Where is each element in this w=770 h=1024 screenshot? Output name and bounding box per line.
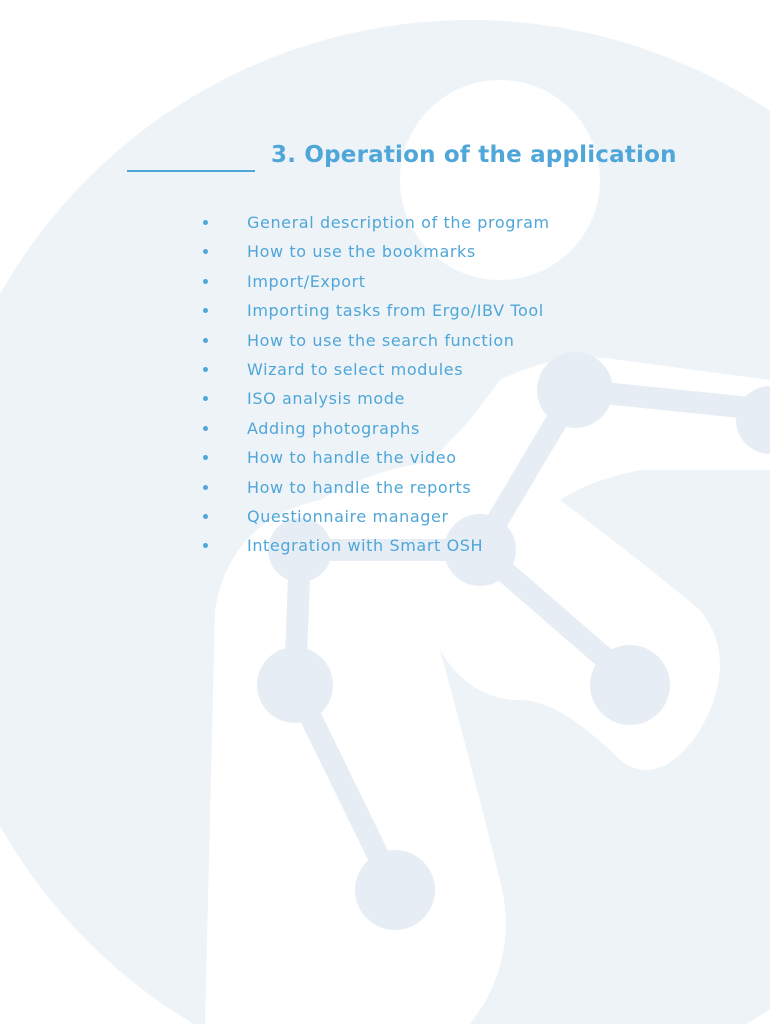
bullet-dot-icon bbox=[203, 338, 208, 343]
list-item-label: How to handle the video bbox=[247, 448, 457, 468]
list-item-label: Integration with Smart OSH bbox=[247, 536, 484, 556]
list-item-label: ISO analysis mode bbox=[247, 389, 405, 409]
list-item-label: Adding photographs bbox=[247, 418, 420, 438]
list-item-label: Questionnaire manager bbox=[247, 506, 449, 526]
list-item-label: How to handle the reports bbox=[247, 477, 472, 497]
list-item-label: How to use the search function bbox=[247, 330, 515, 350]
list-item-label: Wizard to select modules bbox=[247, 359, 464, 379]
bullet-dot-icon bbox=[203, 426, 208, 431]
list-item-label: How to use the bookmarks bbox=[247, 242, 476, 262]
bullet-dot-icon bbox=[203, 367, 208, 372]
section-heading bbox=[127, 142, 747, 182]
bullet-dot-icon bbox=[203, 279, 208, 284]
list-item-label: Importing tasks from Ergo/IBV Tool bbox=[247, 301, 544, 321]
heading-rule bbox=[127, 170, 255, 172]
list-item-label: General description of the program bbox=[247, 213, 550, 232]
bullet-dot-icon bbox=[203, 514, 208, 519]
section-title: 3. Operation of the application bbox=[271, 142, 677, 168]
bullet-dot-icon bbox=[203, 485, 208, 490]
bullet-dot-icon bbox=[203, 220, 208, 225]
list-item-label: Import/Export bbox=[247, 271, 366, 291]
